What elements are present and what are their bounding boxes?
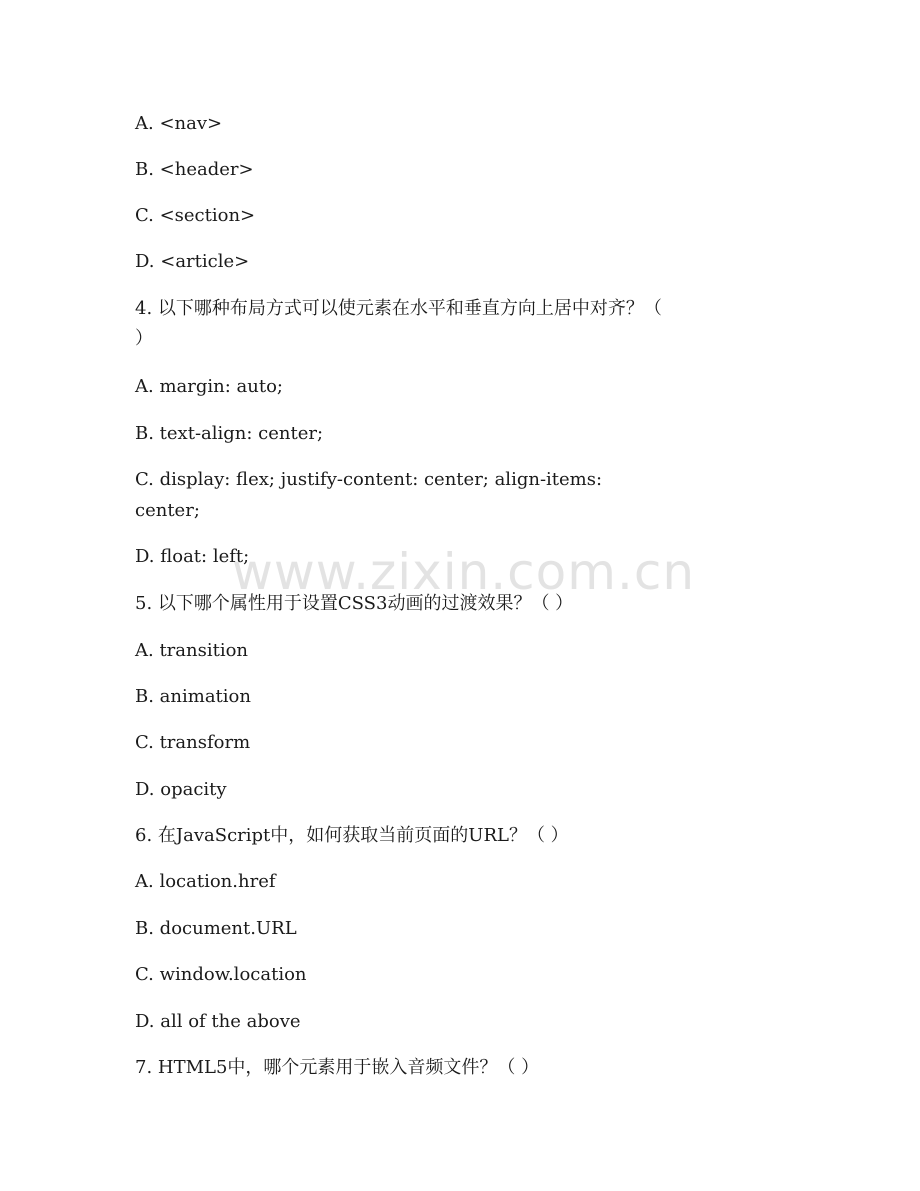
question-4: 4. 以下哪种布局方式可以使元素在水平和垂直方向上居中对齐？（ [135, 298, 662, 319]
option-4b: B. text-align: center; [135, 423, 324, 444]
question-4-continuation: ） [135, 328, 153, 349]
option-3d: D. <article> [135, 251, 250, 272]
watermark-text: www.zixin.com.cn [232, 543, 696, 601]
question-7: 7. HTML5中，哪个元素用于嵌入音频文件？（ ） [135, 1057, 540, 1078]
option-4c-continuation: center; [135, 500, 200, 521]
option-6a: A. location.href [135, 871, 276, 892]
option-4d: D. float: left; [135, 546, 250, 567]
option-4a: A. margin: auto; [135, 376, 283, 397]
option-5d: D. opacity [135, 779, 227, 800]
option-4c: C. display: flex; justify-content: center; align-items: [135, 469, 603, 490]
option-5b: B. animation [135, 686, 251, 707]
option-3a: A. <nav> [135, 113, 223, 134]
option-5c: C. transform [135, 732, 251, 753]
question-5: 5. 以下哪个属性用于设置CSS3动画的过渡效果？（ ） [135, 593, 574, 614]
option-5a: A. transition [135, 640, 249, 661]
option-6b: B. document.URL [135, 918, 297, 939]
option-6d: D. all of the above [135, 1011, 301, 1032]
question-6: 6. 在JavaScript中，如何获取当前页面的URL？（ ） [135, 825, 569, 846]
option-3c: C. <section> [135, 205, 256, 226]
option-3b: B. <header> [135, 159, 254, 180]
option-6c: C. window.location [135, 964, 307, 985]
